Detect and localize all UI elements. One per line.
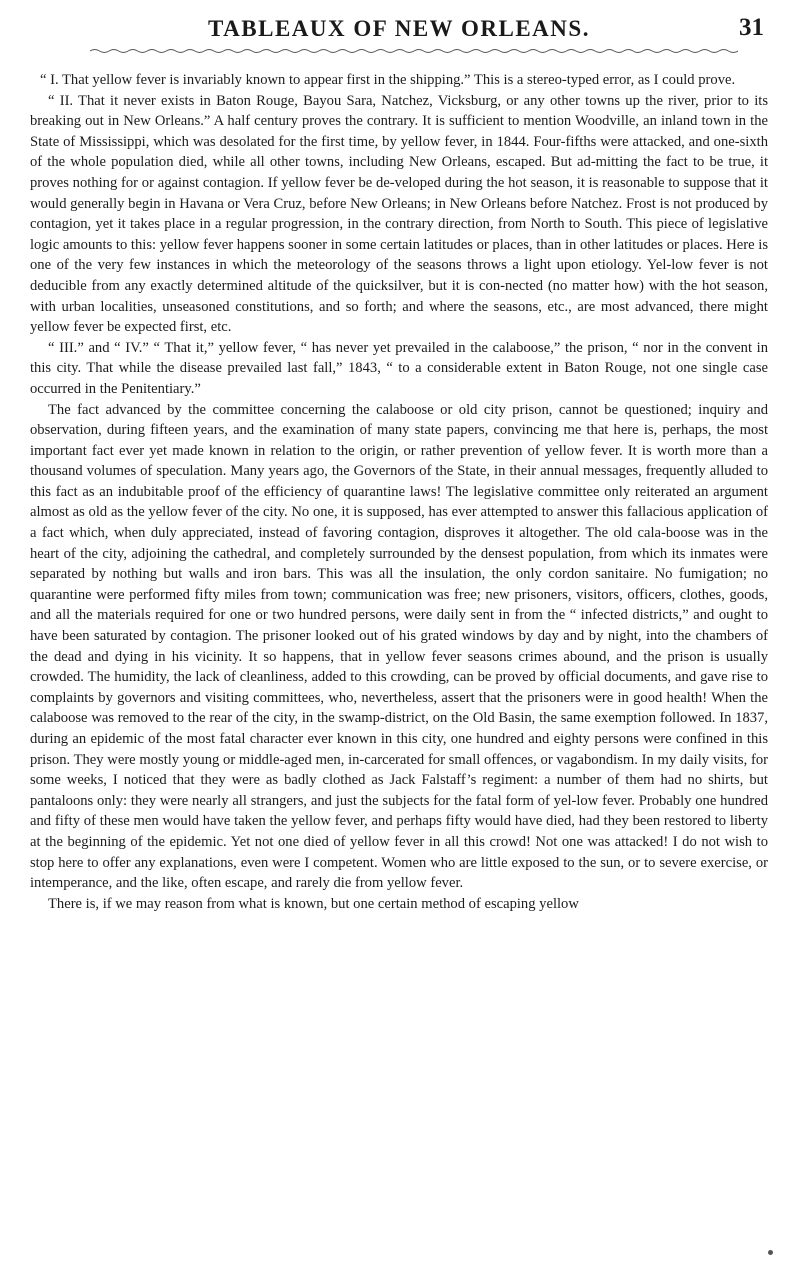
- body-text: [30, 70, 768, 914]
- paragraph-5: There is, if we may reason from what is known, but one certain method of escaping yellow: [48, 895, 579, 912]
- page-number: 31: [739, 14, 764, 41]
- wavy-rule-icon: [90, 48, 738, 54]
- paragraph-3: “ III.” and “ IV.” “ That it,” yellow fever, “ has never yet prevailed in the calaboose,” the prison, “ nor in the convent in this city. That while the disease prevailed last fall,” 1843, “ to a considerable extent in Baton Rouge, not one single case occurred in the Penitentiary.”: [30, 339, 768, 397]
- paragraph-1: “ I. That yellow fever is invariably known to appear first in the shipping.” This is a stereo-typed error, as I could prove.: [40, 72, 736, 88]
- paragraph-2: “ II. That it never exists in Baton Rouge, Bayou Sara, Natchez, Vicksburg, or any other towns up the river, prior to its breaking out in New Orleans.” A half century proves the contrary. It is sufficient to mention Woodville, an inland town in the State of Mississippi, which was desolated for the first time, by yellow fever, in 1844. Four-fifths were attacked, and one-sixth of the whole population died, while all other towns, including New Orleans, escaped. But ad-mitting the fact to be true, it proves nothing for or against contagion. If yellow fever be de-veloped during the hot season, it is reasonable to suppose that it would generally begin in Havana or Vera Cruz, before New Orleans; in New Orleans before Natchez. Frost is not produced by contagion, yet it takes place in a regular progression, in the contrary direction, from North to South. This piece of legislative logic amounts to this: yellow fever happens sooner in some certain latitudes or places, than in other latitudes or places. Here is one of the very few instances in which the meteorology of the seasons throws a light upon etiology. Yel-low fever is not deducible from any exactly determined altitude of the quicksilver, but it is con-nected (no matter how) with the hot season, with urban localities, unseasoned constitutions, and so forth; and where the seasons, etc., are most advanced, there might yellow fever be expected first, etc.: [30, 92, 768, 336]
- paragraph-4: The fact advanced by the committee concerning the calaboose or old city prison, cannot be questioned; inquiry and observation, during fifteen years, and the examination of many state papers, convincing me that here is, perhaps, the most important fact ever yet made known in relation to the origin, or rather prevention of yellow fever. It is worth more than a thousand volumes of speculation. Many years ago, the Governors of the State, in their annual messages, frequently alluded to this fact as an indubitable proof of the efficiency of quarantine laws! The legislative committee only reiterated an argument almost as old as the yellow fever of the city. No one, it is supposed, has ever attempted to answer this fallacious application of a fact which, when duly appreciated, instead of favoring contagion, disproves it altogether. The old cala-boose was in the heart of the city, adjoining the cathedral, and completely surrounded by the densest population, from which its inmates were separated by nothing but walls and iron bars. This was all the insulation, the only cordon sanitaire. No fumigation; no quarantine were performed fifty miles from town; communication was free; new prisoners, visitors, officers, clothes, goods, and all the materials required for one or two hundred persons, were daily sent in from the “ infected districts,” and ought to have been saturated by contagion. The prisoner looked out of his grated windows by day and by night, into the chambers of the dead and dying in his vicinity. It so happens, that in yellow fever seasons crimes abound, and the prison is usually crowded. The humidity, the lack of cleanliness, added to this crowding, can be proved by official documents, and gave rise to complaints by governors and visiting committees, who, nevertheless, assert that the prisoners were in good health! When the calaboose was removed to the rear of the city, in the swamp-district, on the Old Basin, the same exemption followed. In 1837, during an epidemic of the most fatal character ever known in this city, one hundred and eighty persons were confined in this prison. They were mostly young or middle-aged men, in-carcerated for small offences, or vagabondism. In my daily visits, for some weeks, I noticed that they were as badly clothed as Jack Falstaff’s regiment: a number of them had no shirts, but pantaloons only: they were nearly all strangers, and just the subjects for the fatal form of yel-low fever. Probably one hundred and fifty of these men would have taken the yellow fever, and perhaps fifty would have died, had they been restored to liberty at the beginning of the epidemic. Yet not one died of yellow fever in all this crowd! Not one was attacked! I do not wish to stop here to offer any explanations, even were I competent. Women who are little exposed to the sun, or to severe exercise, or intemperance, and the like, often escape, and rarely die from yellow fever.: [30, 401, 768, 892]
- running-title: TABLEAUX OF NEW ORLEANS.: [208, 16, 590, 41]
- book-page: [30, 0, 768, 1284]
- page-speck: [768, 1250, 773, 1255]
- wavy-rule: [90, 48, 738, 54]
- running-head: [30, 0, 768, 54]
